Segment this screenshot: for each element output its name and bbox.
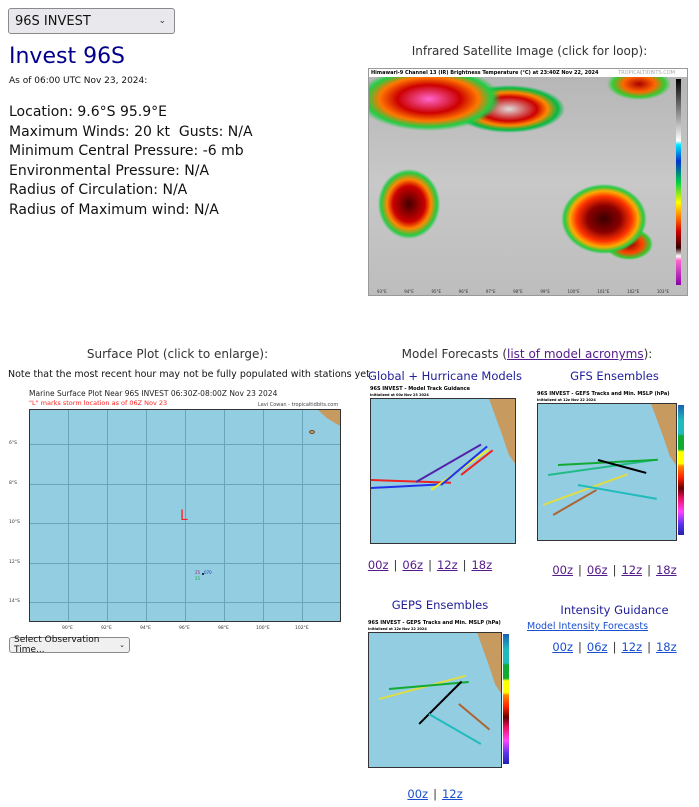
x-label: 98°E — [218, 626, 229, 631]
global-run-12z[interactable]: 12z — [436, 558, 458, 572]
y-label: 10°S — [9, 520, 20, 525]
x-label: 100°E — [256, 626, 270, 631]
satellite-heading: Infrared Satellite Image (click for loop): — [411, 44, 648, 58]
global-models-run-links: 00z | 06z | 12z | 18z — [367, 558, 493, 572]
gefs-run-18z[interactable]: 18z — [655, 563, 677, 577]
y-label: 12°S — [9, 560, 20, 565]
observation-time-select[interactable]: Select Observation Time... ⌄ — [9, 637, 130, 653]
satellite-colorbar — [676, 79, 681, 285]
x-label: 96°E — [179, 626, 190, 631]
chevron-down-icon: ⌄ — [119, 641, 125, 649]
as-of-timestamp: As of 06:00 UTC Nov 23, 2024: — [9, 76, 148, 86]
surface-heading: Surface Plot (click to enlarge): — [86, 347, 269, 361]
island — [309, 430, 315, 434]
model-intensity-forecasts-link[interactable]: Model Intensity Forecasts — [527, 621, 649, 632]
global-run-18z[interactable]: 18z — [471, 558, 493, 572]
global-models-chart[interactable]: 96S INVEST - Model Track Guidance Initialized at 00z Nov 23 2024 — [370, 386, 516, 550]
station-observation: 25 25 070 — [195, 570, 212, 581]
gefs-run-00z[interactable]: 00z — [552, 563, 574, 577]
surface-plot-subtitle: "L" marks storm location as of 06Z Nov 23 — [29, 399, 168, 407]
surface-plot-title: Marine Surface Plot Near 96S INVEST 06:30Z-08:00Z Nov 23 2024 — [29, 389, 278, 398]
satellite-image-title: Himawari-9 Channel 13 (IR) Brightness Temperature (°C) at 23:40Z Nov 22, 2024 TROPICALTIDBITS.COM — [369, 69, 687, 77]
satellite-x-axis: 93°E 94°E 95°E 96°E 97°E 98°E 99°E 100°E 101°E 102°E 103°E — [377, 289, 669, 294]
radius-max-wind: Radius of Maximum wind: N/A — [9, 201, 219, 218]
y-label: 8°S — [9, 481, 17, 486]
intensity-run-00z[interactable]: 00z — [552, 640, 574, 654]
storm-title: Invest 96S — [9, 44, 126, 69]
storm-details — [9, 103, 253, 220]
y-label: 6°S — [9, 441, 17, 446]
surface-note: Note that the most recent hour may not be fully populated with stations yet. — [8, 369, 373, 380]
geps-run-00z[interactable]: 00z — [407, 787, 429, 801]
x-label: 94°E — [140, 626, 151, 631]
gefs-run-12z[interactable]: 12z — [621, 563, 643, 577]
intensity-run-links: 00z | 06z | 12z | 18z — [552, 640, 677, 654]
min-pressure: Minimum Central Pressure: -6 mb — [9, 143, 244, 159]
global-models-title: Global + Hurricane Models — [368, 369, 522, 383]
gefs-title: GFS Ensembles — [570, 369, 659, 383]
intensity-run-18z[interactable]: 18z — [655, 640, 677, 654]
intensity-title: Intensity Guidance — [560, 603, 669, 617]
geps-run-links: 00z | 12z — [407, 787, 463, 801]
geps-chart[interactable]: 96S INVEST - GEPS Tracks and Min. MSLP (hPa) Initialized at 12z Nov 22 2024 — [368, 620, 518, 772]
satellite-image[interactable] — [368, 68, 688, 296]
surface-credit: Levi Cowan - tropicaltidbits.com — [258, 402, 339, 408]
chevron-down-icon: ⌄ — [158, 16, 166, 26]
x-label: 102°E — [295, 626, 309, 631]
pressure-colorbar — [503, 634, 509, 764]
global-run-00z[interactable]: 00z — [367, 558, 389, 572]
radius-circulation: Radius of Circulation: N/A — [9, 182, 188, 198]
x-label: 92°E — [101, 626, 112, 631]
global-run-06z[interactable]: 06z — [402, 558, 424, 572]
location: Location: 9.6°S 95.9°E — [9, 104, 167, 120]
max-winds: Maximum Winds: 20 kt Gusts: N/A — [9, 123, 253, 140]
land-sumatra — [318, 410, 340, 426]
gefs-run-06z[interactable]: 06z — [586, 563, 608, 577]
model-acronyms-link[interactable]: list of model acronyms — [507, 347, 644, 361]
intensity-run-12z[interactable]: 12z — [621, 640, 643, 654]
pressure-colorbar — [678, 405, 684, 535]
gefs-chart[interactable]: 96S INVEST - GEFS Tracks and Min. MSLP (hPa) Initialized at 12z Nov 22 2024 — [537, 391, 687, 543]
x-label: 90°E — [62, 626, 73, 631]
storm-location-marker: L — [180, 508, 188, 524]
gefs-run-links: 00z | 06z | 12z | 18z — [552, 563, 677, 577]
storm-select[interactable] — [8, 8, 175, 34]
geps-run-12z[interactable]: 12z — [441, 787, 463, 801]
surface-plot-map[interactable] — [29, 409, 341, 622]
geps-title: GEPS Ensembles — [391, 598, 489, 612]
model-forecasts-heading: Model Forecasts (list of model acronyms): — [401, 347, 653, 361]
env-pressure: Environmental Pressure: N/A — [9, 162, 210, 179]
storm-select-value: 96S INVEST — [15, 13, 91, 29]
intensity-run-06z[interactable]: 06z — [586, 640, 608, 654]
y-label: 14°S — [9, 599, 20, 604]
